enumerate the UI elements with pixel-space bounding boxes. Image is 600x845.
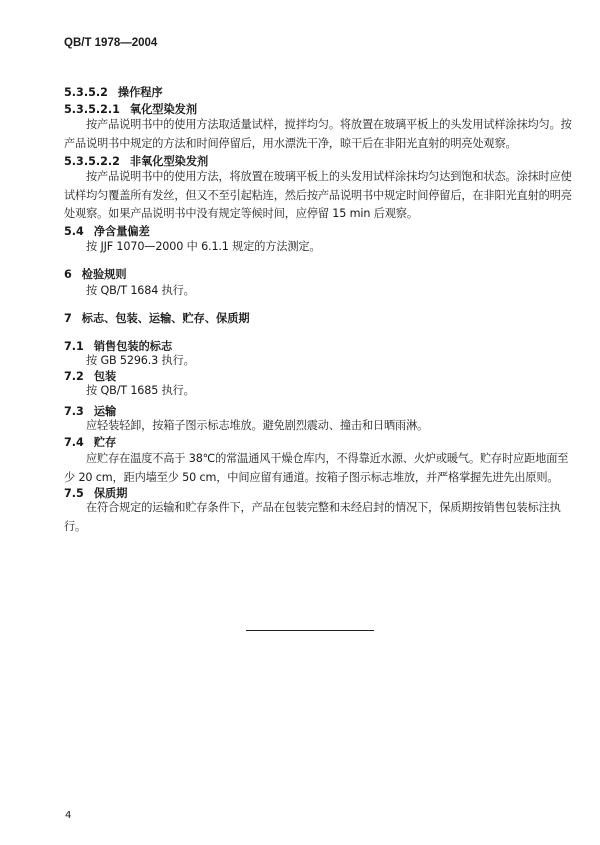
section-number: 7.2 bbox=[64, 370, 84, 383]
section-title: 贮存 bbox=[93, 436, 117, 449]
section-number: 5.3.5.2.2 bbox=[64, 155, 120, 168]
end-rule bbox=[246, 630, 374, 631]
section-number: 7.3 bbox=[64, 405, 84, 418]
section-title: 运输 bbox=[93, 405, 117, 418]
paragraph: 应轻装轻卸，按箱子图示标志堆放。避免剧烈震动、撞击和日晒雨淋。 bbox=[86, 419, 429, 432]
section-number: 7 bbox=[64, 312, 72, 325]
paragraph: 按产品说明书中的使用方法，将放置在玻璃平板上的头发用试样涂抹均匀达到饱和状态。涂抹时应使试样均匀覆盖所有发丝，但又不至引起粘连，然后按产品说明书中规定时间停留后，在非阳光直射的明亮处观察。如果产品说明书中没有规定等候时间，应停留 15 min 后观察。 bbox=[64, 170, 572, 221]
section-number: 5.3.5.2 bbox=[64, 86, 108, 99]
section-number: 6 bbox=[64, 268, 72, 281]
section-title: 标志、包装、运输、贮存、保质期 bbox=[81, 312, 250, 325]
section-title: 销售包装的标志 bbox=[93, 340, 173, 353]
section-heading bbox=[64, 84, 163, 100]
section-title: 净含量偏差 bbox=[93, 225, 150, 238]
paragraph: 按 JJF 1070—2000 中 6.1.1 规定的方法测定。 bbox=[86, 240, 321, 253]
section-title: 非氧化型染发剂 bbox=[129, 155, 209, 168]
section-number: 7.5 bbox=[64, 487, 84, 500]
paragraph: 按 GB 5296.3 执行。 bbox=[86, 354, 195, 367]
section-number: 5.4 bbox=[64, 225, 84, 238]
section-heading bbox=[64, 434, 116, 450]
section-number: 7.1 bbox=[64, 340, 84, 353]
section-title: 包装 bbox=[93, 370, 117, 383]
section-title: 检验规则 bbox=[81, 268, 127, 281]
paragraph: 按 QB/T 1685 执行。 bbox=[86, 384, 195, 397]
paragraph: 按 QB/T 1684 执行。 bbox=[86, 284, 195, 297]
section-number: 7.4 bbox=[64, 436, 84, 449]
section-heading bbox=[64, 266, 127, 282]
section-title: 氧化型染发剂 bbox=[129, 103, 198, 116]
section-number: 5.3.5.2.1 bbox=[64, 103, 120, 116]
paragraph: 应贮存在温度不高于 38℃的常温通风干燥仓库内，不得靠近水源、火炉或暖气。贮存时应距地面至少 20 cm，距内墙至少 50 cm，中间应留有通道。按箱子图示标志堆放，并严格掌握先进先出原则。 bbox=[64, 452, 569, 484]
section-heading bbox=[64, 101, 197, 117]
section-title: 操作程序 bbox=[117, 86, 163, 99]
section-heading bbox=[64, 310, 250, 326]
section-heading bbox=[64, 153, 208, 169]
section-heading bbox=[64, 223, 150, 239]
paragraph: 在符合规定的运输和贮存条件下，产品在包装完整和未经启封的情况下，保质期按销售包装标注执行。 bbox=[64, 501, 561, 533]
page-number: 4 bbox=[65, 810, 72, 821]
section-title: 保质期 bbox=[93, 487, 128, 500]
standard-code: QB/T 1978—2004 bbox=[64, 37, 158, 49]
paragraph: 按产品说明书中的使用方法取适量试样，搅拌均匀。将放置在玻璃平板上的头发用试样涂抹均匀。按产品说明书中规定的方法和时间停留后，用水漂洗干净，晾干后在非阳光直射的明亮处观察。 bbox=[64, 118, 572, 150]
